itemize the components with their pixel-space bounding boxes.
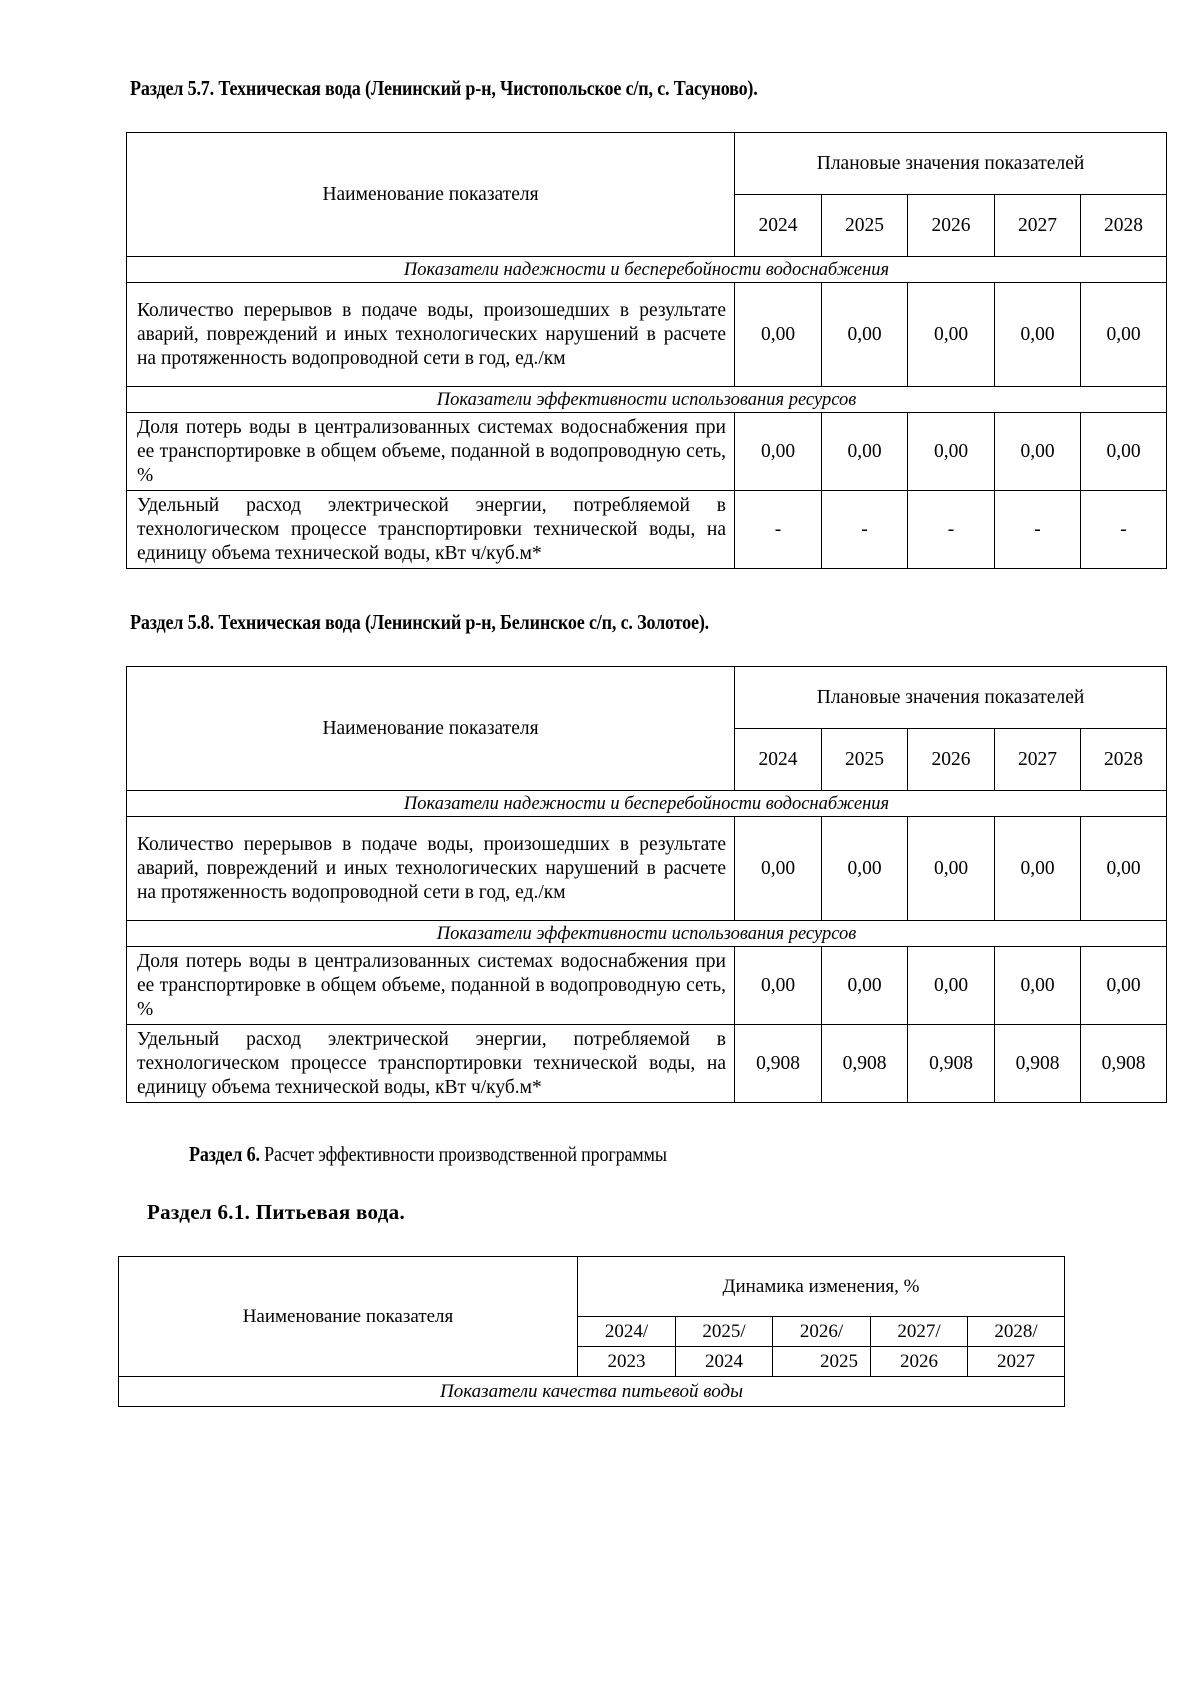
value-cell: 0,00 [908, 817, 995, 921]
value-cell: - [908, 491, 995, 569]
plan-header: Плановые значения показателей [735, 667, 1167, 729]
value-cell: 0,00 [908, 413, 995, 491]
year-header: 2028 [1081, 195, 1167, 257]
value-cell: 0,00 [735, 283, 822, 387]
year-header: 2026 [908, 729, 995, 791]
group-quality: Показатели качества питьевой воды [119, 1377, 1065, 1407]
group-reliability: Показатели надежности и бесперебойности водоснабжения [127, 257, 1167, 283]
section-6-label: Раздел 6. [189, 1142, 260, 1166]
value-cell: 0,908 [995, 1025, 1081, 1103]
section-5-8-title: Раздел 5.8. Техническая вода (Ленинский р-н, Белинское с/п, с. Золотое). [130, 610, 710, 634]
value-cell: 0,00 [822, 947, 908, 1025]
period-header: 2024 [676, 1347, 773, 1377]
value-cell: 0,00 [1081, 947, 1167, 1025]
table-row [127, 491, 1167, 569]
period-header: 2027/ [871, 1317, 968, 1347]
period-header: 2026/ [773, 1317, 871, 1347]
table-5-7 [126, 132, 1167, 569]
table-5-8 [126, 666, 1167, 1103]
value-cell: 0,908 [1081, 1025, 1167, 1103]
value-cell: 0,00 [1081, 413, 1167, 491]
value-cell: 0,00 [735, 413, 822, 491]
value-cell: - [1081, 491, 1167, 569]
year-header: 2027 [995, 195, 1081, 257]
period-header: 2023 [578, 1347, 676, 1377]
value-cell: 0,00 [995, 413, 1081, 491]
value-cell: 0,908 [908, 1025, 995, 1103]
table-row [127, 1025, 1167, 1103]
year-header: 2028 [1081, 729, 1167, 791]
value-cell: 0,00 [1081, 283, 1167, 387]
value-cell: 0,00 [995, 283, 1081, 387]
value-cell: 0,00 [908, 283, 995, 387]
year-header: 2024 [735, 195, 822, 257]
value-cell: 0,00 [995, 817, 1081, 921]
year-header: 2027 [995, 729, 1081, 791]
row-label: Удельный расход электрической энергии, потребляемой в технологическом процессе транспортировки технической воды, на единицу объема технической воды, кВт ч/куб.м* [127, 491, 735, 569]
period-header: 2025 [773, 1347, 871, 1377]
value-cell: 0,00 [822, 817, 908, 921]
section-5-7-title: Раздел 5.7. Техническая вода (Ленинский р-н, Чистопольское с/п, с. Тасуново). [130, 76, 758, 100]
plan-header: Плановые значения показателей [735, 133, 1167, 195]
section-6-text: Расчет эффективности производственной программы [259, 1142, 667, 1166]
value-cell: 0,00 [995, 947, 1081, 1025]
table-6-1 [118, 1256, 1065, 1407]
value-cell: 0,00 [735, 817, 822, 921]
dynamics-header: Динамика изменения, % [578, 1257, 1065, 1317]
row-label: Количество перерывов в подаче воды, произошедших в результате аварий, повреждений и иных технологических нарушений в расчете на протяженность водопроводной сети в год, ед./км [127, 817, 735, 921]
period-header: 2027 [968, 1347, 1065, 1377]
table-row [127, 413, 1167, 491]
value-cell: 0,00 [822, 283, 908, 387]
name-header: Наименование показателя [127, 667, 735, 791]
year-header: 2025 [822, 195, 908, 257]
section-6-1-title: Раздел 6.1. Питьевая вода. [147, 1200, 406, 1224]
value-cell: 0,908 [822, 1025, 908, 1103]
group-efficiency: Показатели эффективности использования ресурсов [127, 387, 1167, 413]
value-cell: 0,00 [822, 413, 908, 491]
period-header: 2024/ [578, 1317, 676, 1347]
row-label: Доля потерь воды в централизованных системах водоснабжения при ее транспортировке в общем объеме, поданной в водопроводную сеть, % [127, 947, 735, 1025]
year-header: 2025 [822, 729, 908, 791]
row-label: Количество перерывов в подаче воды, произошедших в результате аварий, повреждений и иных технологических нарушений в расчете на протяженность водопроводной сети в год, ед./км [127, 283, 735, 387]
period-header: 2025/ [676, 1317, 773, 1347]
period-header: 2026 [871, 1347, 968, 1377]
table-row [127, 947, 1167, 1025]
table-row [127, 283, 1167, 387]
year-header: 2026 [908, 195, 995, 257]
value-cell: 0,00 [1081, 817, 1167, 921]
value-cell: - [735, 491, 822, 569]
name-header: Наименование показателя [119, 1257, 578, 1377]
value-cell: 0,00 [908, 947, 995, 1025]
value-cell: 0,00 [735, 947, 822, 1025]
row-label: Удельный расход электрической энергии, потребляемой в технологическом процессе транспортировки технической воды, на единицу объема технической воды, кВт ч/куб.м* [127, 1025, 735, 1103]
row-label: Доля потерь воды в централизованных системах водоснабжения при ее транспортировке в общем объеме, поданной в водопроводную сеть, % [127, 413, 735, 491]
section-6-title [189, 1142, 667, 1167]
value-cell: - [995, 491, 1081, 569]
year-header: 2024 [735, 729, 822, 791]
name-header: Наименование показателя [127, 133, 735, 257]
group-efficiency: Показатели эффективности использования ресурсов [127, 921, 1167, 947]
value-cell: 0,908 [735, 1025, 822, 1103]
value-cell: - [822, 491, 908, 569]
table-row [127, 817, 1167, 921]
group-reliability: Показатели надежности и бесперебойности водоснабжения [127, 791, 1167, 817]
period-header: 2028/ [968, 1317, 1065, 1347]
